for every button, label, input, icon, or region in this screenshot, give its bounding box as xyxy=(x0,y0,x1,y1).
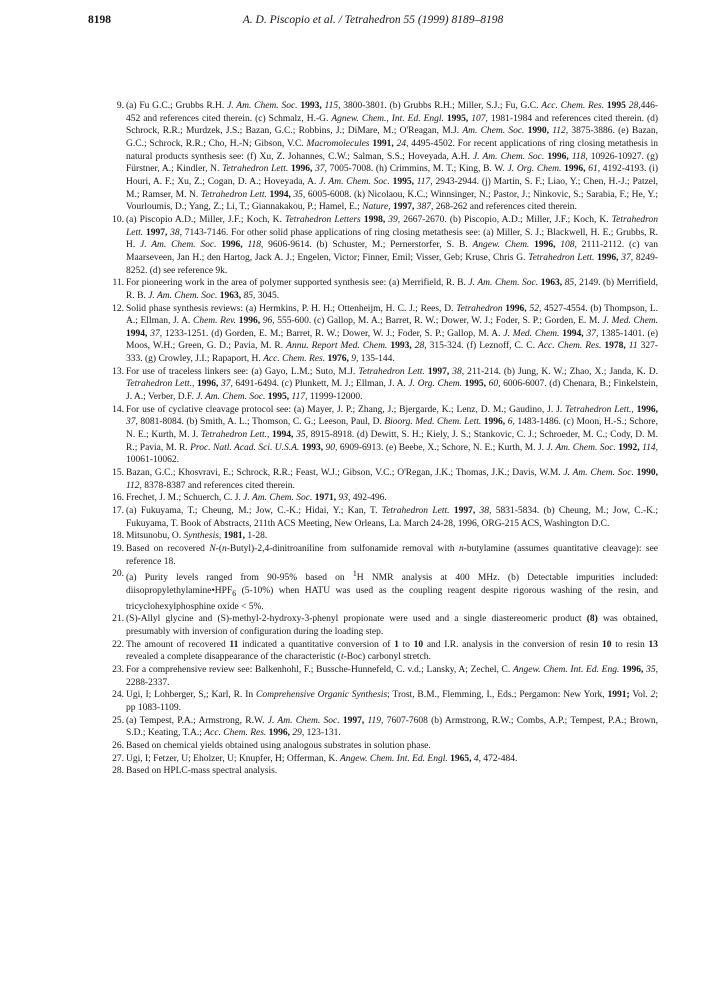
reference-number: 13. xyxy=(112,366,124,377)
reference-text: Ugi, I; Lohberger, S,; Karl, R. In Comprehensive Organic Synthesis; Trost, B.M., Flemming, I., Eds.; Pergamon: New York, 1991; Vol. 2; pp 1083-1109. xyxy=(126,690,659,713)
reference-text: (a) Tempest, P.A.; Armstrong, R.W. J. Am. Chem. Soc. 1997, 119, 7607-7608 (b) Armstrong, R.W.; Combs, A.P.; Tempest, P.A.; Brown, S.D.; Keating, T.A.; Acc. Chem. Res. 1996, 29, 123-131. xyxy=(126,715,659,739)
reference-number: 20. xyxy=(112,569,124,580)
reference-number: 9. xyxy=(116,101,124,111)
reference-item xyxy=(110,765,658,778)
reference-item xyxy=(110,214,658,277)
reference-text: Based on HPLC-mass spectral analysis. xyxy=(126,766,278,777)
reference-item xyxy=(110,543,658,568)
reference-number: 12. xyxy=(112,303,124,314)
reference-item xyxy=(110,689,658,714)
reference-text: (a) Purity levels ranged from 90-95% based on $^1$H NMR analysis at 400 MHz. (b) Detectable impurities included: $diisopropylethylamine•HPF_6$ (5-10%) when HATU was used as the coupling reagent despite rigorous washing of the resin, and tricyclohexylphosphine oxide < 5%. xyxy=(126,569,658,612)
reference-text: Based on chemical yields obtained using analogous substrates in solution phase. xyxy=(126,740,431,751)
reference-item xyxy=(110,613,658,638)
reference-text: Solid phase synthesis reviews: (a) Hermkins, P. H. H.; Ottenheijm, H. C. J.; Rees, D. Tetrahedron 1996, 52, 4527-4554. (b) Thompson, L. A.; Ellman, J. A. Chem. Rev. 1996, 96, 555-600. (c) Gallop, M. A.; Barret, R. W.; Dower, W. J.; Foder, S. P.; Gorden, E. M. J. Med. Chem. 1994, 37, 1233-1251. (d) Gorden, E. M.; Barret, R. W.; Dower, W. J.; Foder, S. P.; Gallop, M. A. J. Med. Chem. 1994, 37, 1385-1401. (e) Moos, W.H.; Green, G. D.; Pavia, M. R. Annu. Report Med. Chem. 1993, 28, 315-324. (f) Leznoff, C. C. Acc. Chem. Res. 1978, 11 327-333. (g) Crowley, J.I.; Rapaport, H. Acc. Chem. Res. 1976, 9, 135-144. xyxy=(126,303,659,365)
reference-number: 27. xyxy=(112,753,124,764)
reference-item xyxy=(110,303,658,366)
reference-number: 11. xyxy=(112,278,124,289)
reference-text: The amount of recovered 11 indicated a quantitative conversion of 1 to 10 and I.R. analysis in the conversion of resin 10 to resin 13 revealed a complete disappearance of the characteristic (t-Boc) carbonyl stretch. xyxy=(126,639,658,663)
reference-number: 15. xyxy=(112,468,124,479)
reference-number: 26. xyxy=(112,740,124,751)
page-number: 8198 xyxy=(88,14,111,26)
reference-text: Frechet, J. M.; Schuerch, C. J. J. Am. Chem. Soc. 1971, 93, 492-496. xyxy=(126,493,387,504)
reference-text: (a) Fukuyama, T.; Cheung, M.; Jow, C.-K.; Hidai, Y.; Kan, T. Tetrahedron Lett. 1997, 38, 5831-5834. (b) Cheung, M.; Jow, C.-K.; Fukuyama, T. Book of Abstracts, 211th ACS Meeting, New Orleans, La. March 24-28, 1996, ORG-215 ACS, Washington D.C. xyxy=(126,506,659,529)
reference-text: For a comprehensive review see: Balkenhohl, F.; Bussche-Hunnefeld, C. v.d.; Lansky, A; Zechel, C. Angew. Chem. Int. Ed. Eng. 1996, 35, 2288-2337. xyxy=(126,664,658,688)
reference-item xyxy=(110,664,658,689)
running-head: A. D. Piscopio et al. / Tetrahedron 55 (1999) 8189–8198 xyxy=(242,14,504,26)
reference-number: 24. xyxy=(112,690,124,701)
reference-text: (a) Fu G.C.; Grubbs R.H. J. Am. Chem. Soc. 1993, 115, 3800-3801. (b) Grubbs R.H.; Miller, S.J.; Fu, G.C. Acc. Chem. Res. 1995 28,446-452 and references cited therein. (c) Schmalz, H.-G. Agnew. Chem., Int. Ed. Engl. 1995, 107, 1981-1984 and references cited therein. (d) Schrock, R.R.; Murdzek, J.S.; Bazan, G.C.; Robbins, J.; DiMare, M.; O'Reagan, M.J. Am. Chem. Soc. 1990, 112, 3875-3886. (e) Bazan, G.C.; Schrock, R.R.; Cho, H.-N; Gibson, V.C. Macromolecules 1991, 24, 4495-4502. For recent applications of ring closing metathesis in natural products synthesis see: (f) Xu, Z. Johannes, C.W.; Salman, S.S.; Hoveyada, A.H. J. Am. Chem. Soc. 1996, 118, 10926-10927. (g) Fürstner, A.; Kindler, N. Tetrahedron Lett. 1996, 37, 7005-7008. (h) Crimmins, M. T.; King, B. W. J. Org. Chem. 1996, 61, 4192-4193. (i) Houri, A. F.; Xu, Z.; Cogan, D. A.; Hoveyada, A. J. Am. Chem. Soc. 1995, 117, 2943-2944. (j) Martin, S. F.; Liao, Y.; Chen, H.-J.; Patzel, M.; Ramser, M. N. Tetrahedron Lett. 1994, 35, 6005-6008. (k) Nicolaou, K.C.; Winnsinger, N.; Pastor, J.; Ninkovic, S.; Sarabia, F.; He, Y.; Vourloumis, D.; Yang, Z.; Li, T.; Giannakakou, P.; Hamel, E.; Nature, 1997, 387, 268-262 and references cited therein. xyxy=(126,101,659,213)
reference-number: 21. xyxy=(112,614,124,625)
reference-number: 28. xyxy=(112,766,124,777)
reference-text: For use of traceless linkers see: (a) Gayo, L.M.; Suto, M.J. Tetrahedron Lett. 1997, 38, 211-214. (b) Jung, K. W.; Zhao, X.; Janda, K. D. Tetrahedron Lett., 1996, 37, 6491-6494. (c) Plunkett, M. J.; Ellman, J. A. J. Org. Chem. 1995, 60, 6006-6007. (d) Chenara, B.; Finkelstein, J. A.; Verber, D.F. J. Am. Chem. Soc. 1995, 117, 11999-12000. xyxy=(126,366,659,403)
reference-item xyxy=(110,639,658,664)
reference-text: Bazan, G.C.; Khosvravi, E.; Schrock, R.R.; Feast, W.J.; Gibson, V.C.; O'Regan, J.K.; Thomas, J.K.; Davis, W.M. J. Am. Chem. Soc. 1990, 112, 8378-8387 and references cited therein. xyxy=(126,468,659,491)
reference-item xyxy=(110,715,658,740)
reference-number: 17. xyxy=(112,506,124,516)
reference-item xyxy=(110,467,658,492)
reference-text: (S)-Allyl glycine and (S)-methyl-2-hydroxy-3-phenyl propionate were used and a single diastereomeric product (8) was obtained, presumably with inversion of configuration during the loading step. xyxy=(126,614,658,637)
reference-item xyxy=(110,277,658,302)
reference-text: Ugi, I; Fetzer, U; Eholzer, U; Knupfer, H; Offerman, K. Angew. Chem. Int. Ed. Engl. 1965, 4, 472-484. xyxy=(126,753,518,764)
reference-text: For use of cyclative cleavage protocol see: (a) Mayer, J. P.; Zhang, J.; Bjergarde, K.; Lenz, D. M.; Gaudino, J. J. Tetrahedron Lett., 1996, 37, 8081-8084. (b) Smith, A. L.; Thomson, C. G.; Leeson, Paul, D. Bioorg. Med. Chem. Lett. 1996, 6, 1483-1486. (c) Moon, H.-S.; Schore, N. E.; Kurth, M. J. Tetrahedron Lett., 1994, 35, 8915-8918. (d) Dewitt, S. H.; Kiely, J. S.; Stankovic, C. J.; Schroeder, M. C.; Cody, D. M. R.; Pavia, M. R. Proc. Natl. Acad. Sci. U.S.A. 1993, 90, 6909-6913. (e) Beebe, X.; Schore, N. E.; Kurth, M. J. J. Am. Chem. Soc. 1992, 114, 10061-10062. xyxy=(126,404,659,466)
reference-item xyxy=(110,753,658,766)
reference-number: 23. xyxy=(112,664,124,675)
reference-text: For pioneering work in the area of polymer supported synthesis see: (a) Merrifield, R. B. J. Am. Chem. Soc. 1963, 85, 2149. (b) Merrifield, R. B. J. Am. Chem. Soc. 1963, 85, 3045. xyxy=(126,278,659,301)
reference-item xyxy=(110,530,658,543)
reference-item xyxy=(110,740,658,753)
reference-number: 25. xyxy=(112,715,124,726)
reference-number: 14. xyxy=(112,404,124,415)
reference-text: Based on recovered N-(n-Butyl)-2,4-dinitroaniline from sulfonamide removal with n-butylamine (assumes quantitative cleavage): see reference 18. xyxy=(126,543,658,567)
reference-number: 10. xyxy=(112,214,124,225)
reference-item xyxy=(110,366,658,404)
reference-item xyxy=(110,404,658,467)
reference-item xyxy=(110,492,658,505)
reference-item xyxy=(110,505,658,530)
reference-number: 18. xyxy=(112,531,124,542)
reference-text: Mitsunobu, O. Synthesis, 1981, 1-28. xyxy=(126,531,268,542)
reference-text: (a) Piscopio A.D.; Miller, J.F.; Koch, K. Tetrahedron Letters 1998, 39, 2667-2670. (b) Piscopio, A.D.; Miller, J.F.; Koch, K. Tetrahedron Lett. 1997, 38, 7143-7146. For other solid phase applications of ring closing metathesis see: (a) Miller, S. J.; Blackwell, H. E.; Grubbs, R. H. J. Am. Chem. Soc. 1996, 118, 9606-9614. (b) Schuster, M.; Pernerstorfer, S. B. Angew. Chem. 1996, 108, 2111-2112. (c) van Maarseveen, Jan H.; den Hartog, Jack A. J.; Engelen, Victor; Finner, Emil; Visser, Geb; Kruse, Chris G. Tetrahedron Lett. 1996, 37, 8249-8252. (d) see reference 9k. xyxy=(126,214,659,276)
reference-number: 19. xyxy=(112,543,124,554)
reference-number: 16. xyxy=(112,493,124,504)
reference-number: 22. xyxy=(112,639,124,650)
page-header xyxy=(88,14,658,30)
reference-item xyxy=(110,568,658,613)
reference-item xyxy=(110,100,658,214)
reference-list xyxy=(110,100,658,778)
